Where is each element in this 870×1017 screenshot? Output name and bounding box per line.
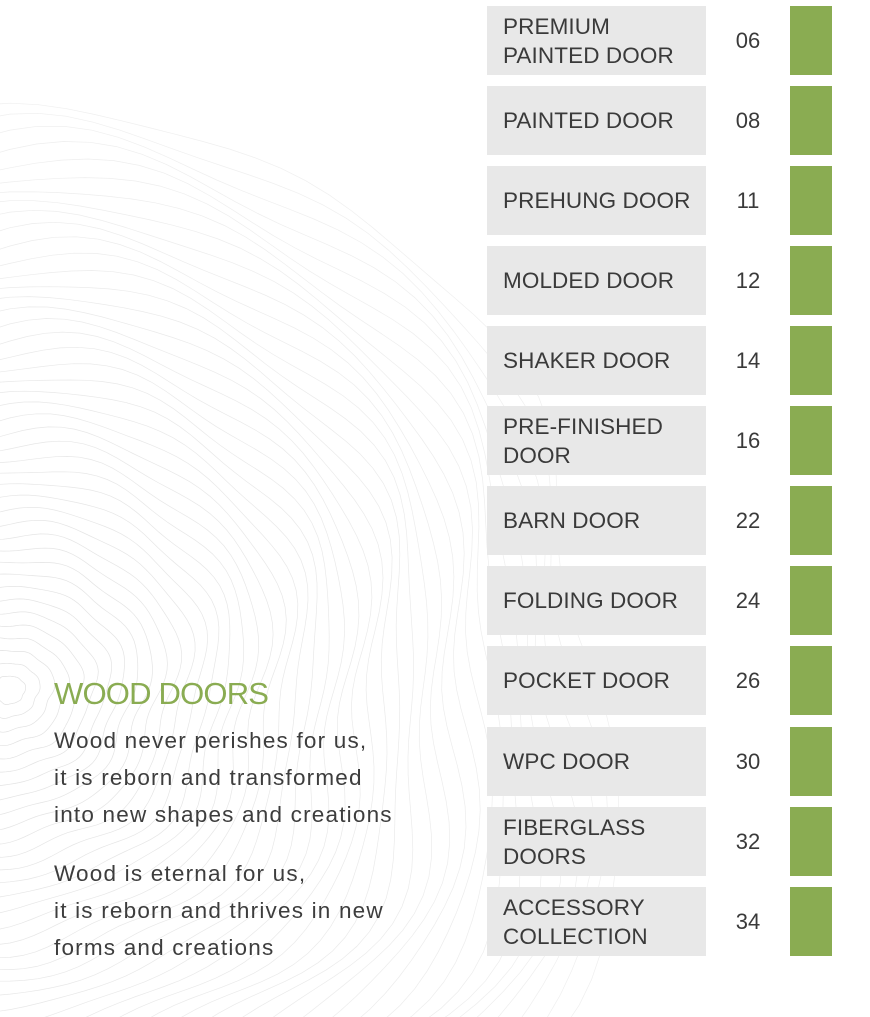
toc-page-number: 14 <box>735 347 761 373</box>
toc-page-number: 06 <box>735 27 761 53</box>
toc-item-barn-door[interactable] <box>0 486 870 555</box>
toc-item-pre-finished-door[interactable] <box>0 406 870 475</box>
toc-page-number: 26 <box>735 667 761 693</box>
toc-color-tab <box>790 6 832 75</box>
toc-page-number: 32 <box>735 828 761 854</box>
toc-label: FIBERGLASS DOORS <box>503 814 646 869</box>
toc-page-number: 24 <box>735 587 761 613</box>
toc-label: PREMIUM PAINTED DOOR <box>503 13 674 68</box>
toc-label-box <box>487 166 706 235</box>
toc-label-box <box>487 246 706 315</box>
toc-label: SHAKER DOOR <box>503 348 671 373</box>
intro-section <box>54 674 474 966</box>
toc-label: FOLDING DOOR <box>503 588 678 613</box>
toc-label-box <box>487 326 706 395</box>
toc-label-box <box>487 86 706 155</box>
toc-page-number: 11 <box>736 187 760 213</box>
toc-label: MOLDED DOOR <box>503 268 675 293</box>
toc-item-painted-door[interactable] <box>0 86 870 155</box>
toc-label: WPC DOOR <box>503 749 631 774</box>
toc-label-box <box>487 566 706 635</box>
toc-label-box <box>487 887 706 956</box>
toc-page-number: 08 <box>735 107 761 133</box>
toc-color-tab <box>790 486 832 555</box>
toc-label: PRE-FINISHED DOOR <box>503 413 663 468</box>
section-title: WOOD DOORS <box>54 676 269 711</box>
intro-paragraph-2: Wood is eternal for us, it is reborn and thrives in new forms and creations <box>54 861 384 960</box>
toc-label: ACCESSORY COLLECTION <box>503 894 648 949</box>
toc-label-box <box>487 807 706 876</box>
toc-label: PAINTED DOOR <box>503 108 674 133</box>
toc-color-tab <box>790 406 832 475</box>
toc-color-tab <box>790 727 832 796</box>
toc-color-tab <box>790 246 832 315</box>
toc-page-number: 16 <box>735 427 761 453</box>
toc-color-tab <box>790 86 832 155</box>
toc-color-tab <box>790 166 832 235</box>
toc-item-folding-door[interactable] <box>0 566 870 635</box>
intro-paragraph-1: Wood never perishes for us, it is reborn and transformed into new shapes and creations <box>54 728 393 827</box>
toc-label-box <box>487 727 706 796</box>
toc-item-shaker-door[interactable] <box>0 326 870 395</box>
toc-label: PREHUNG DOOR <box>503 188 691 213</box>
toc-label-box <box>487 646 706 715</box>
toc-color-tab <box>790 807 832 876</box>
toc-label-box <box>487 406 706 475</box>
toc-item-molded-door[interactable] <box>0 246 870 315</box>
toc-label: BARN DOOR <box>503 508 641 533</box>
toc-item-premium-painted-door[interactable] <box>0 6 870 75</box>
toc-color-tab <box>790 646 832 715</box>
toc-page-number: 12 <box>735 267 761 293</box>
toc-item-prehung-door[interactable] <box>0 166 870 235</box>
toc-color-tab <box>790 887 832 956</box>
toc-label-box <box>487 486 706 555</box>
toc-label: POCKET DOOR <box>503 668 670 693</box>
toc-color-tab <box>790 326 832 395</box>
toc-page-number: 22 <box>735 507 761 533</box>
toc-page-number: 30 <box>735 748 761 774</box>
toc-color-tab <box>790 566 832 635</box>
toc-page-number: 34 <box>735 908 761 934</box>
toc-label-box <box>487 6 706 75</box>
